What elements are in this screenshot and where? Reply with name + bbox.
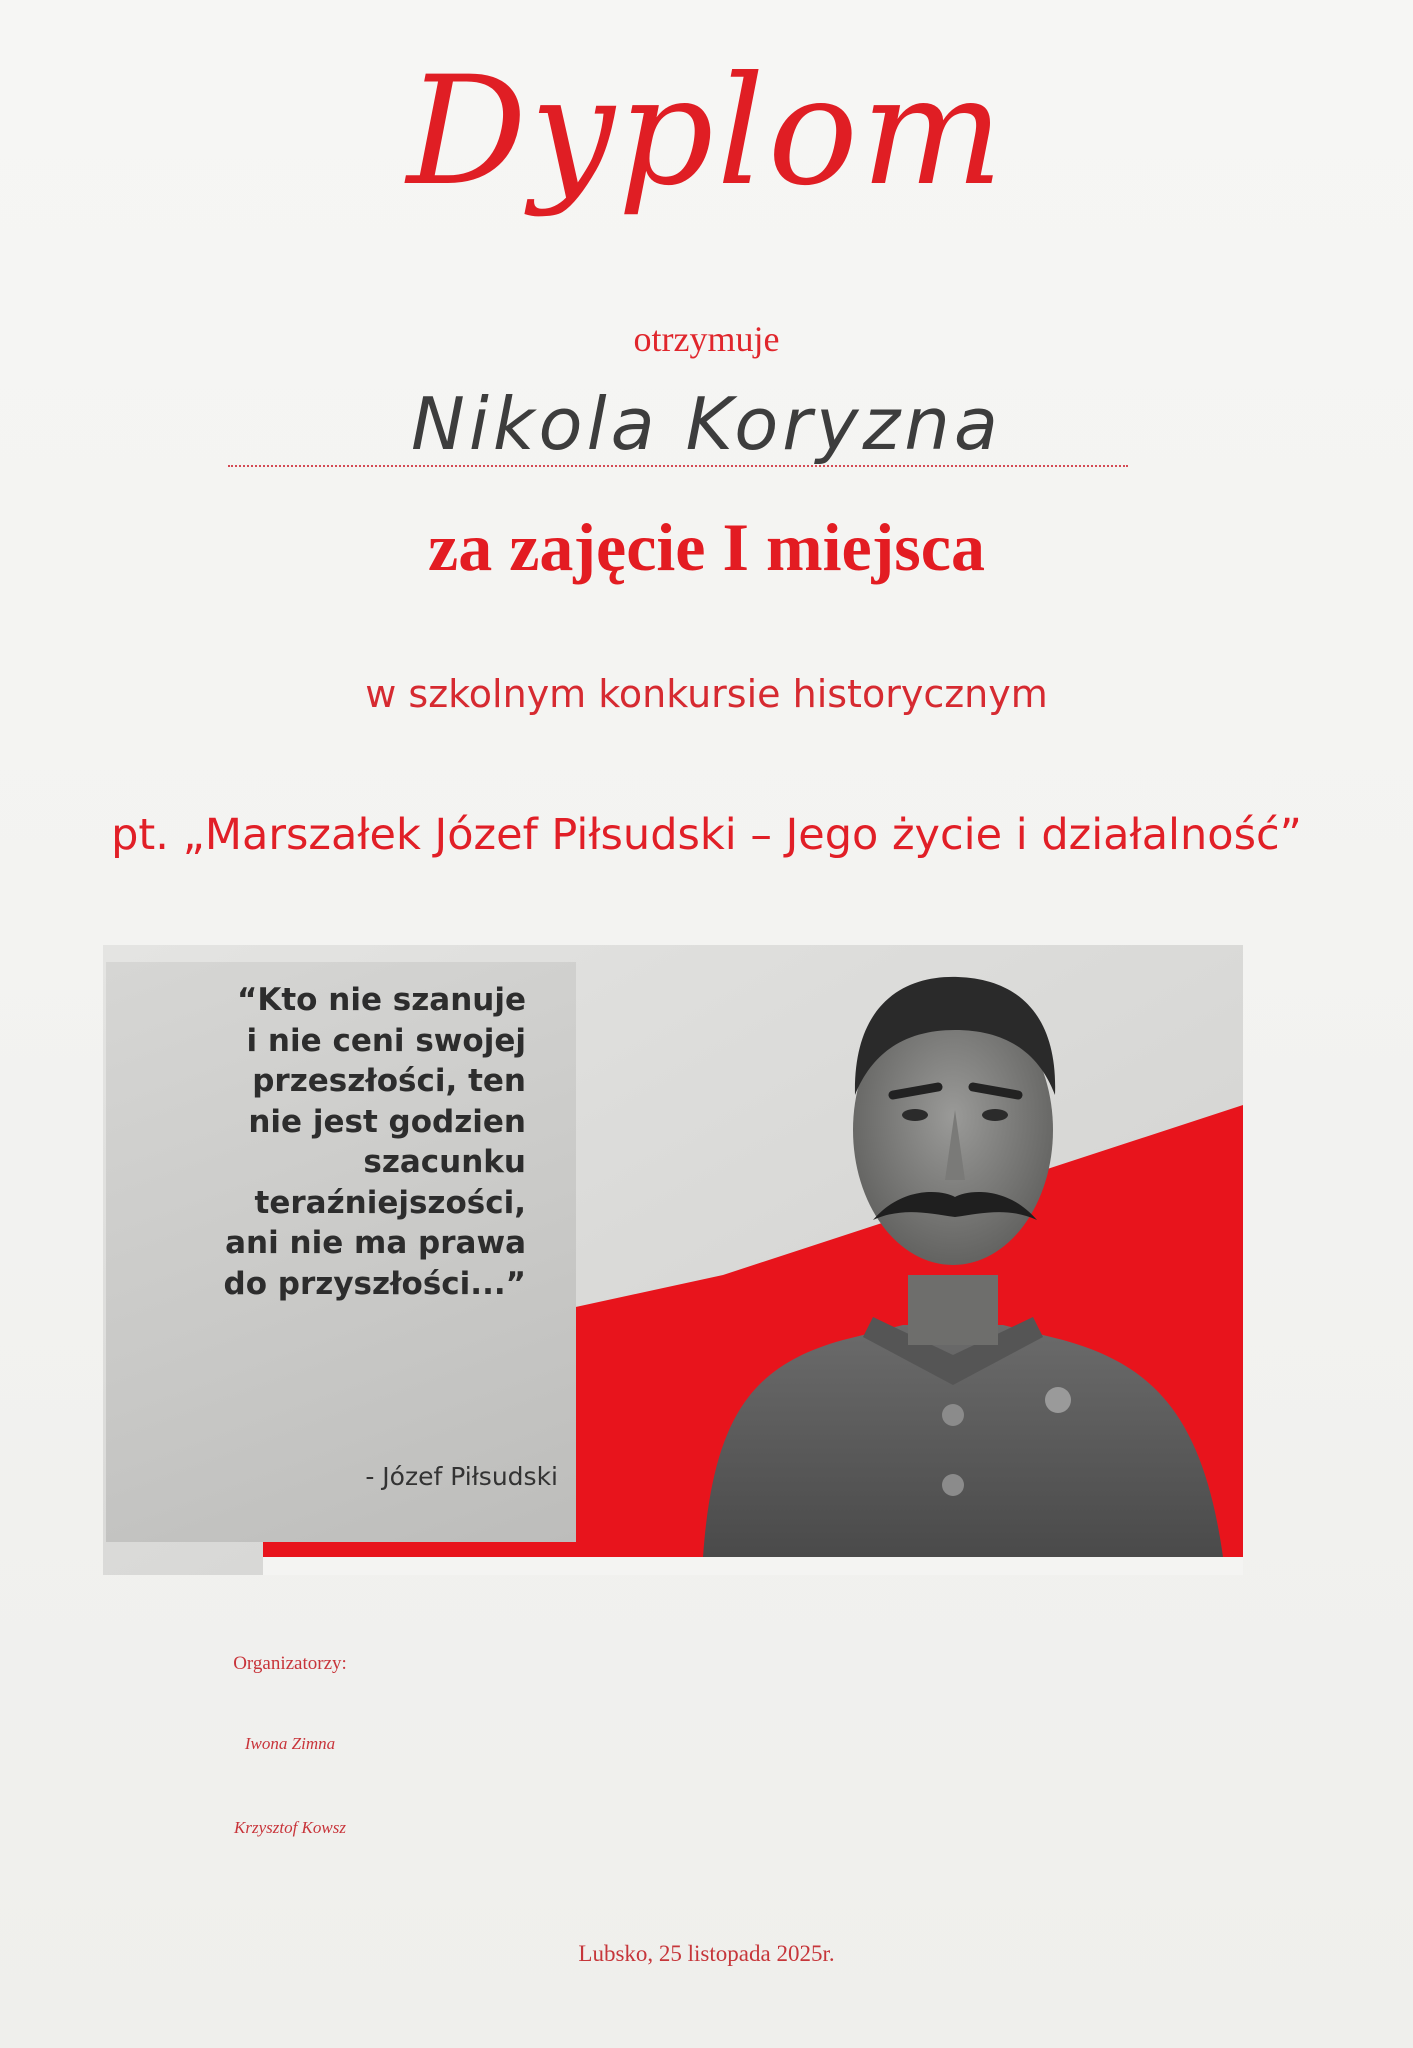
place-date: Lubsko, 25 listopada 2025r. [578,1941,835,1966]
quote-box [106,962,576,1542]
contest-title: pt. „Marszałek Józef Piłsudski – Jego życie i działalność” [111,810,1302,860]
quote-banner [103,945,1243,1585]
diploma-title: Dyplom [406,45,1007,219]
organizer-name: Iwona Zimna [244,1734,336,1753]
achievement-text: za zajęcie I miejsca [428,509,985,585]
organizer-name: Krzysztof Kowsz [234,1818,346,1837]
contest-description: w szkolnym konkursie historycznym [365,672,1048,716]
quote-text: “Kto nie szanuje i nie ceni swojej przeszłości, ten nie jest godzien szacunku teraźniejszości, ani nie ma prawa do przyszłości...” [223,982,526,1302]
recipient-name: Nikola Koryzna [410,382,1003,466]
quote-author: - Józef Piłsudski [365,1462,558,1491]
name-dotted-line [228,465,1128,467]
banner-bottom-strip [263,1557,1243,1575]
receives-label: otrzymuje [633,319,780,359]
organizers-label: Organizatorzy: [233,1653,347,1674]
